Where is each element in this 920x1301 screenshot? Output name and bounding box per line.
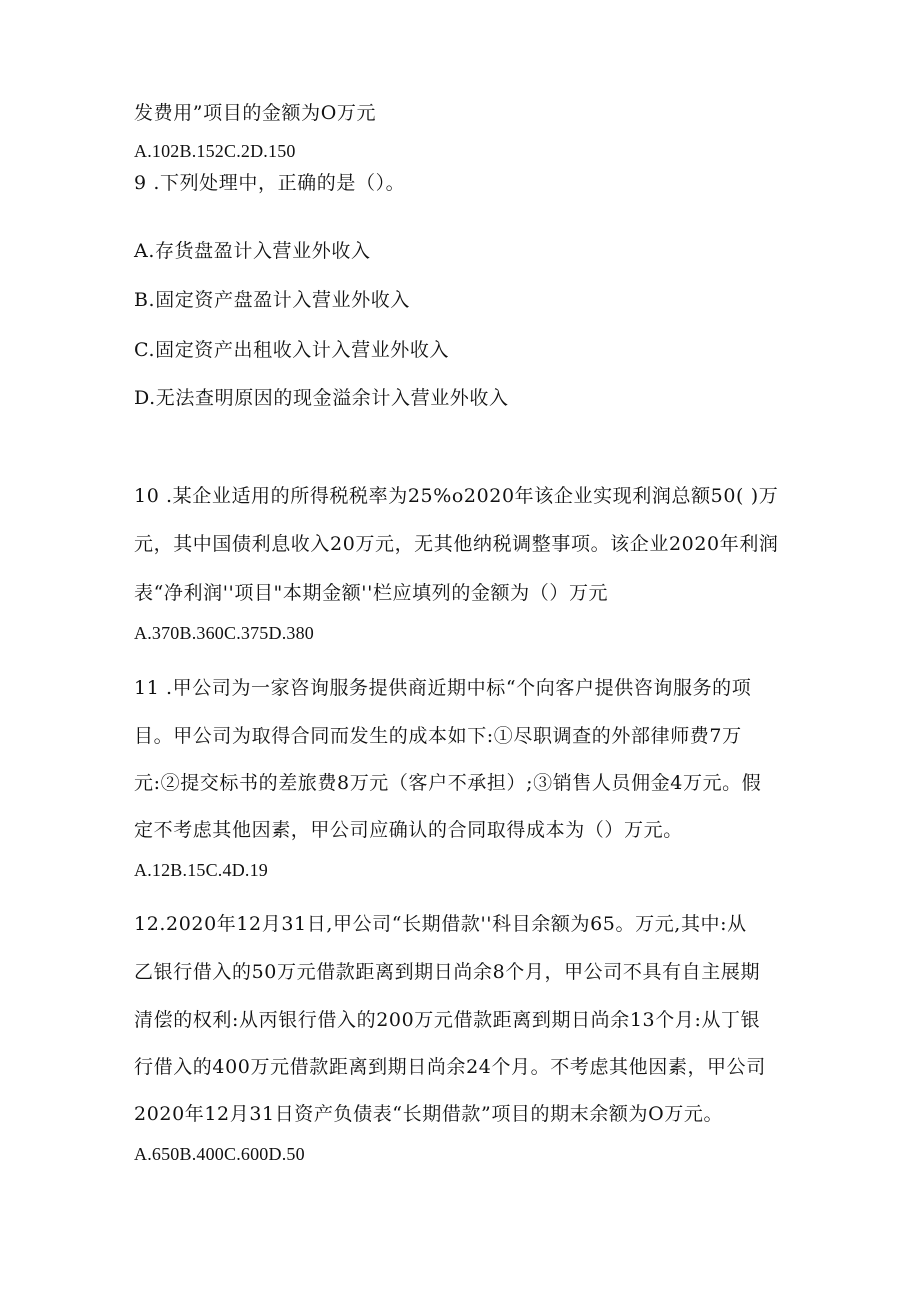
q12-question-line4: 行借入的400万元借款距离到期日尚余24个月。不考虑其他因素，甲公司 — [134, 1056, 766, 1078]
q9-option-a: A.存货盘盈计入营业外收入 — [134, 240, 371, 262]
q11-question-line3: 元:②提交标书的差旅费8万元（客户不承担）;③销售人员佣金4万元。假 — [134, 772, 762, 794]
q12-question-line3: 清偿的权利:从丙银行借入的200万元借款距离到期日尚余13个月:从丁银 — [134, 1009, 761, 1031]
q11-question-line4: 定不考虑其他因素，甲公司应确认的合同取得成本为（）万元。 — [134, 819, 683, 841]
q8-options: A.102B.152C.2D.150 — [134, 141, 296, 161]
q10-question-line3: 表“净利润''项目"本期金额''栏应填列的金额为（）万元 — [134, 582, 609, 604]
q9-option-c: C.固定资产出租收入计入营业外收入 — [134, 339, 450, 361]
q12-question-line2: 乙银行借入的50万元借款距离到期日尚余8个月，甲公司不具有自主展期 — [134, 961, 761, 983]
q9-question: 9 .下列处理中，正确的是（）。 — [134, 172, 406, 194]
q12-question-line1: 12.2020年12月31日,甲公司“长期借款''科目余额为65。万元,其中:从 — [134, 913, 747, 935]
q12-options: A.650B.400C.600D.50 — [134, 1144, 305, 1164]
q9-option-d: D.无法查明原因的现金溢余计入营业外收入 — [134, 387, 509, 409]
q9-option-b: B.固定资产盘盈计入营业外收入 — [134, 289, 411, 311]
q11-question-line2: 目。甲公司为取得合同而发生的成本如下:①尽职调查的外部律师费7万 — [134, 725, 742, 747]
q11-options: A.12B.15C.4D.19 — [134, 860, 269, 880]
q12-question-line5: 2020年12月31日资产负债表“长期借款”项目的期末余额为O万元。 — [134, 1103, 724, 1125]
q11-question-line1: 11 .甲公司为一家咨询服务提供商近期中标“个向客户提供咨询服务的项 — [134, 677, 752, 699]
q8-text-continued: 发费用”项目的金额为O万元 — [134, 102, 377, 124]
q10-question-line1: 10 .某企业适用的所得税税率为25%o2020年该企业实现利润总额50( )万 — [134, 485, 779, 507]
q10-question-line2: 元，其中国债利息收入20万元，无其他纳税调整事项。该企业2020年利润 — [134, 533, 779, 555]
q10-options: A.370B.360C.375D.380 — [134, 623, 315, 643]
